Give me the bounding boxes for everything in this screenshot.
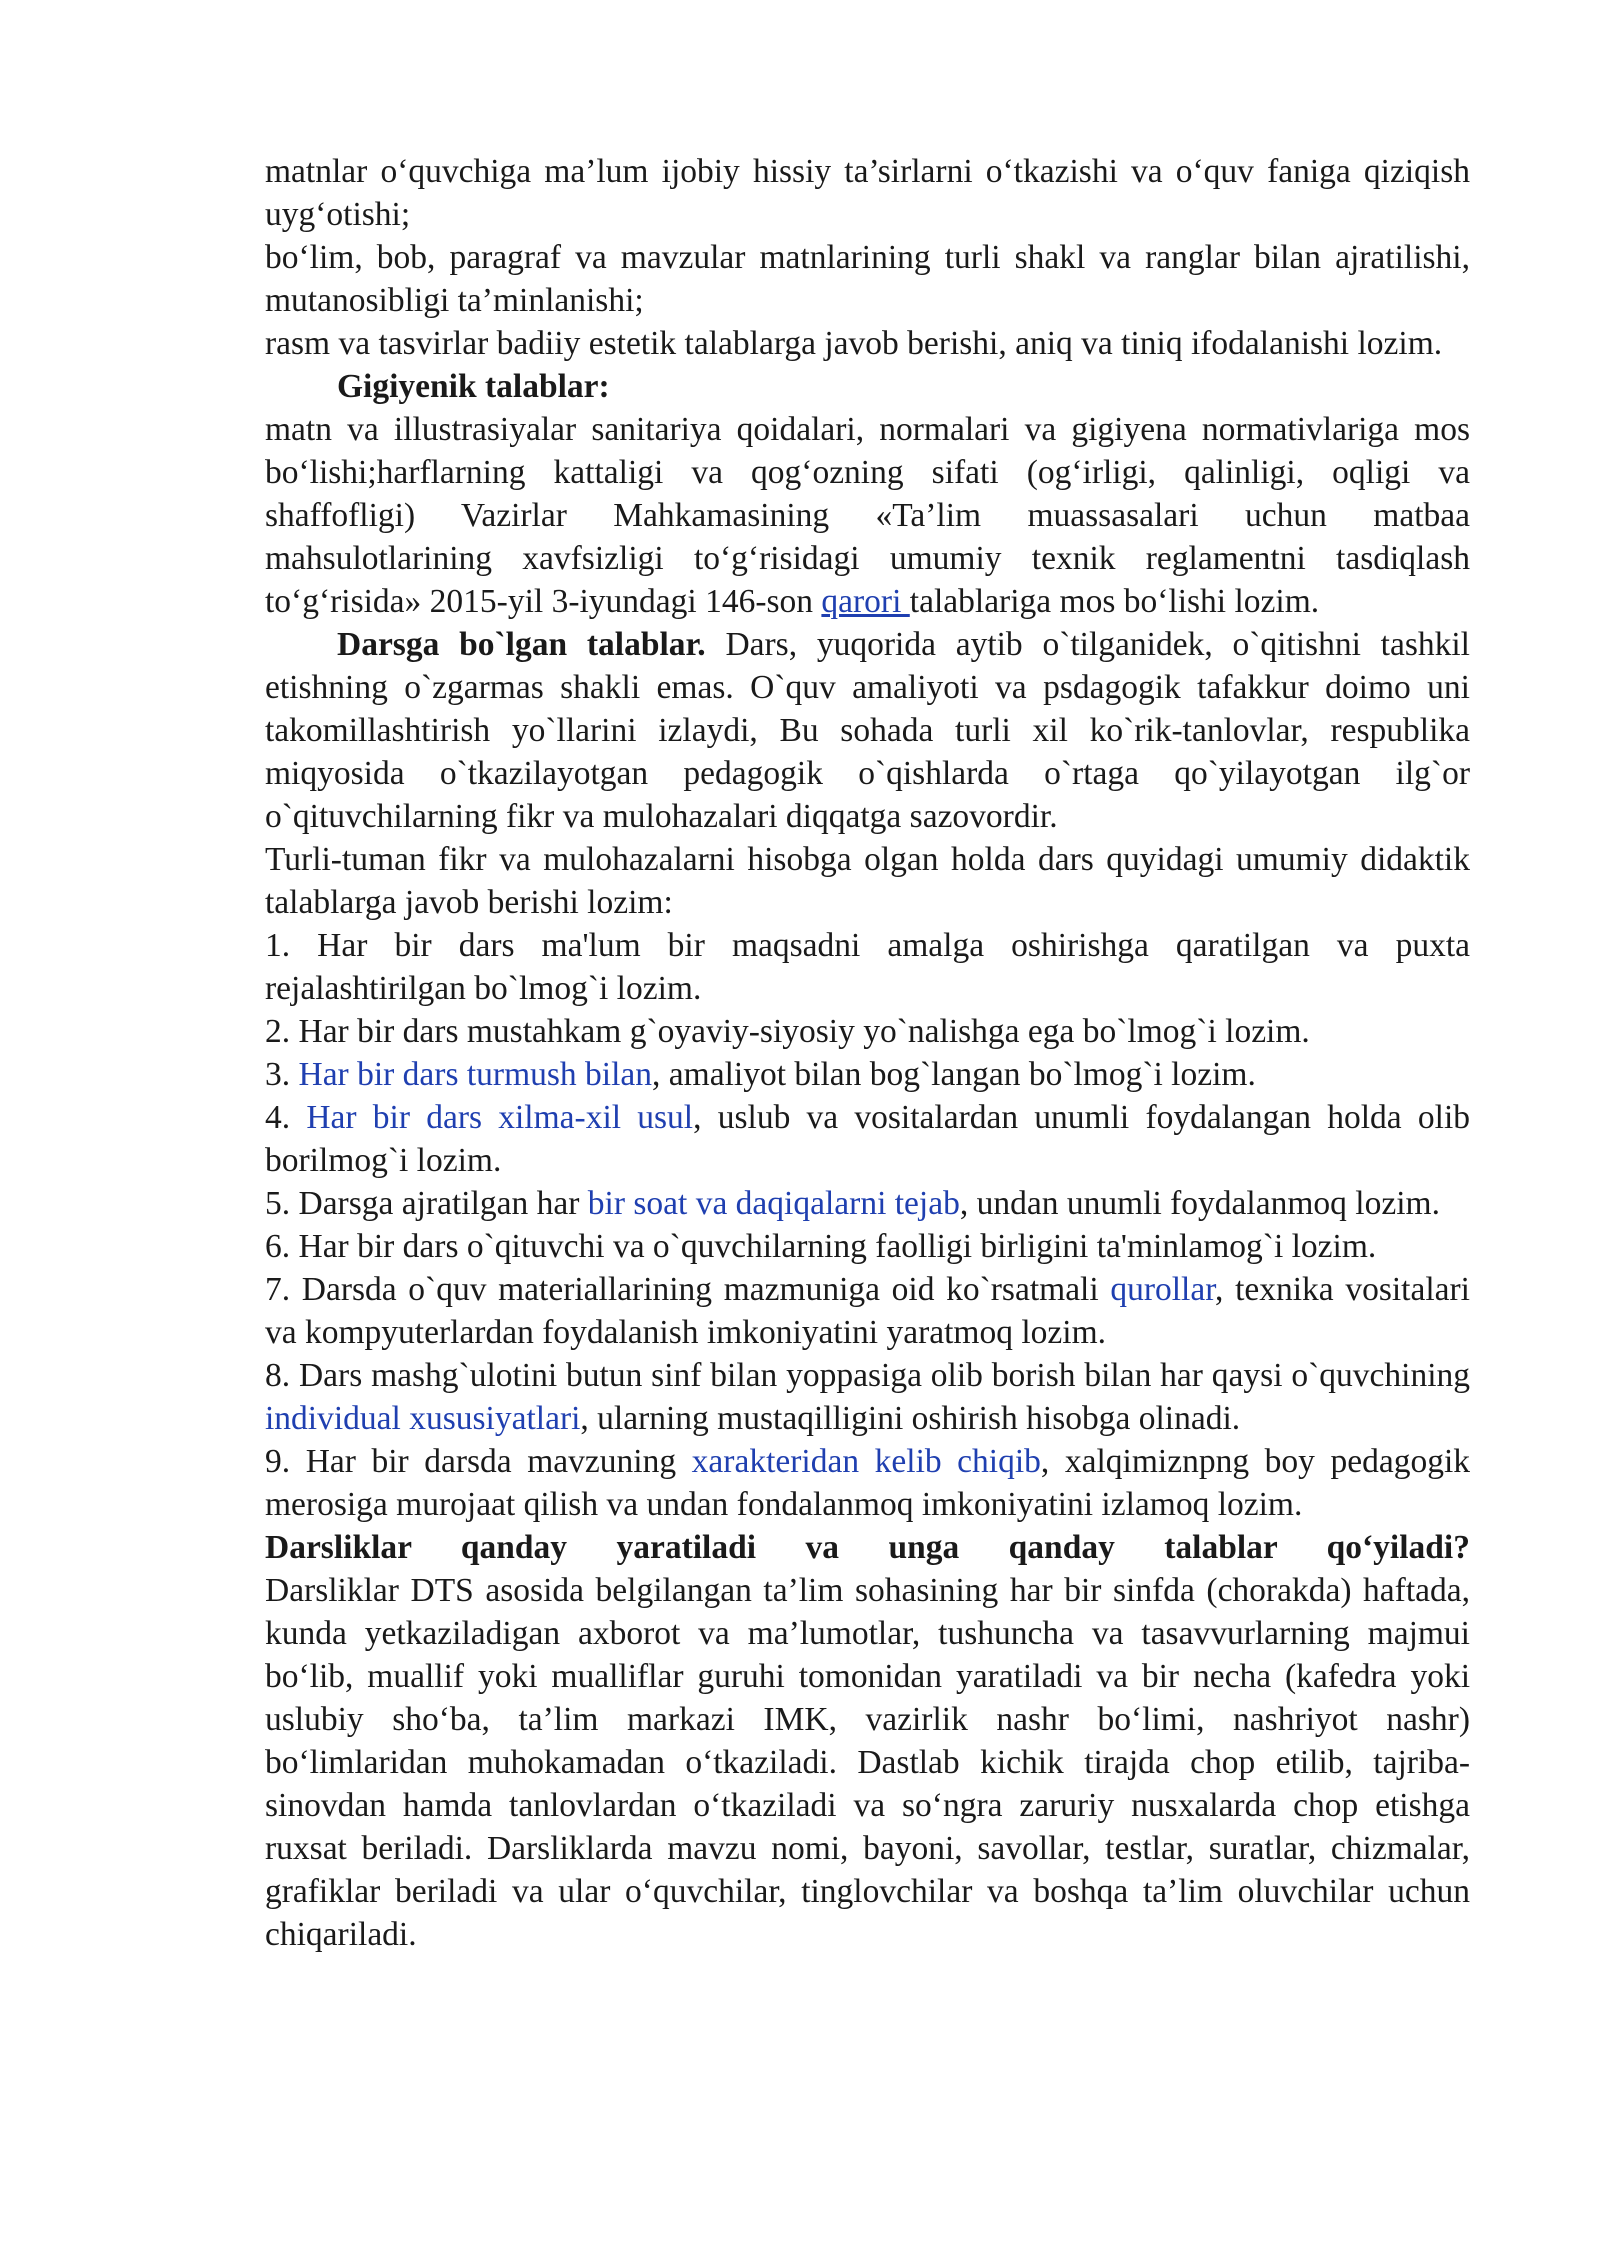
list-item-5 (265, 1182, 1470, 1225)
list-item-4-post: , uslub va vositalardan unumli foydalangan holda olib borilmog`i lozim. (265, 1099, 1470, 1179)
hygiene-link[interactable]: qarori (821, 583, 910, 620)
hygiene-text-after: talablariga mos bo‘lishi lozim. (909, 583, 1320, 620)
paragraph-lesson (265, 623, 1470, 838)
paragraph-lesson-intro: Turli-tuman fikr va mulohazalarni hisobga olgan holda dars quyidagi umumiy didaktik talablarga javob berishi lozim: (265, 841, 1470, 921)
list-item-6: 6. Har bir dars o`qituvchi va o`quvchilarning faolligi birligini ta'minlamog`i lozim. (265, 1228, 1377, 1265)
list-item-8-link[interactable]: individual xususiyatlari (265, 1400, 581, 1437)
list-item-5-pre: 5. Darsga ajratilgan har (265, 1185, 588, 1222)
heading-hygiene: Gigiyenik talablar: (337, 368, 610, 405)
list-item-7-pre: 7. Darsda o`quv materiallarining mazmuniga oid ko`rsatmali (265, 1271, 1111, 1308)
list-item-9-pre: 9. Har bir darsda mavzuning (265, 1443, 692, 1480)
list-item-8-pre: 8. Dars mashg`ulotini butun sinf bilan yoppasiga olib borish bilan har qaysi o`quvchining (265, 1357, 1470, 1394)
list-item-7 (265, 1268, 1470, 1354)
list-item-3-link[interactable]: Har bir dars turmush bilan (298, 1056, 653, 1093)
list-item-1: 1. Har bir dars ma'lum bir maqsadni amalga oshirishga qaratilgan va puxta rejalashtirilgan bo`lmog`i lozim. (265, 927, 1470, 1007)
paragraph-hygiene (265, 408, 1470, 623)
list-item-5-post: , undan unumli foydalanmoq lozim. (959, 1185, 1440, 1222)
list-item-4 (265, 1096, 1470, 1182)
heading-lesson: Darsga bo`lgan talablar. (337, 626, 706, 663)
list-item-8-post: , ularning mustaqilligini oshirish hisobga olinadi. (580, 1400, 1241, 1437)
paragraph-intro-1: matnlar o‘quvchiga ma’lum ijobiy hissiy ta’sirlarni o‘tkazishi va o‘quv faniga qiziqish uyg‘otishi; (265, 153, 1470, 233)
list-item-9-post: , xalqimiznpng boy pedagogik merosiga murojaat qilish va undan fondalanmoq imkoniyatini izlamoq lozim. (265, 1443, 1471, 1523)
list-item-4-link[interactable]: Har bir dars xilma-xil usul (306, 1099, 694, 1136)
list-item-3 (265, 1053, 1470, 1096)
list-item-4-pre: 4. (265, 1099, 307, 1136)
list-item-3-post: , amaliyot bilan bog`langan bo`lmog`i lozim. (652, 1056, 1256, 1093)
list-item-5-link[interactable]: bir soat va daqiqalarni tejab (587, 1185, 960, 1222)
document-page (265, 150, 1470, 1956)
list-item-3-pre: 3. (265, 1056, 299, 1093)
list-item-8 (265, 1354, 1470, 1440)
hygiene-text-before: matn va illustrasiyalar sanitariya qoidalari, normalari va gigiyena normativlariga mos bo‘lishi;harflarning kattaligi va qog‘ozning sifati (og‘irligi, qalinligi, oqligi va shaffofligi) Vazirlar Mahkamasining «Ta’lim muassasalari uchun matbaa mahsulotlarining xavfsizligi to‘g‘risidagi umumiy texnik reglamentni tasdiqlash to‘g‘risida» 2015-yil 3-iyundagi 146-son (265, 411, 1470, 620)
heading-textbooks: Darsliklar qanday yaratiladi va unga qanday talablar qo‘yiladi? (265, 1529, 1470, 1566)
list-item-2: 2. Har bir dars mustahkam g`oyaviy-siyosiy yo`nalishga ega bo`lmog`i lozim. (265, 1013, 1310, 1050)
paragraph-intro-3: rasm va tasvirlar badiiy estetik talablarga javob berishi, aniq va tiniq ifodalanishi lozim. (265, 325, 1443, 362)
list-item-9-link[interactable]: xarakteridan kelib chiqib (691, 1443, 1041, 1480)
list-item-7-post: , texnika vositalari va kompyuterlardan foydalanish imkoniyatini yaratmoq lozim. (265, 1271, 1470, 1351)
paragraph-textbooks: Darsliklar DTS asosida belgilangan ta’lim sohasining har bir sinfda (chorakda) haftada, kunda yetkaziladigan axborot va ma’lumotlar, tushuncha va tasavvurlarning majmui bo‘lib, muallif yoki mualliflar guruhi tomonidan yaratiladi va bir necha (kafedra yoki uslubiy sho‘ba, ta’lim markazi IMK, vazirlik nashr bo‘limi, nashriyot nashr) bo‘limlaridan muhokamadan o‘tkaziladi. Dastlab kichik tirajda chop etilib, tajriba-sinovdan hamda tanlovlardan o‘tkaziladi va so‘ngra zaruriy nusxalarda chop etishga ruxsat beriladi. Darsliklarda mavzu nomi, bayoni, savollar, testlar, suratlar, chizmalar, grafiklar beriladi va ular o‘quvchilar, tinglovchilar va boshqa ta’lim oluvchilar uchun chiqariladi. (265, 1572, 1470, 1953)
paragraph-intro-2: bo‘lim, bob, paragraf va mavzular matnlarining turli shakl va ranglar bilan ajratilishi, mutanosibligi ta’minlanishi; (265, 239, 1470, 319)
list-item-9 (265, 1440, 1470, 1526)
list-item-7-link[interactable]: qurollar (1110, 1271, 1216, 1308)
lesson-text: Dars, yuqorida aytib o`tilganidek, o`qitishni tashkil etishning o`zgarmas shakli emas. O`quv amaliyoti va psdagogik tafakkur doimo uni takomillashtirish yo`llarini izlaydi, Bu sohada turli xil ko`rik-tanlovlar, respublika miqyosida o`tkazilayotgan pedagogik o`qishlarda o`rtaga qo`yilayotgan ilg`or o`qituvchilarning fikr va mulohazalari diqqatga sazovordir. (265, 626, 1470, 835)
